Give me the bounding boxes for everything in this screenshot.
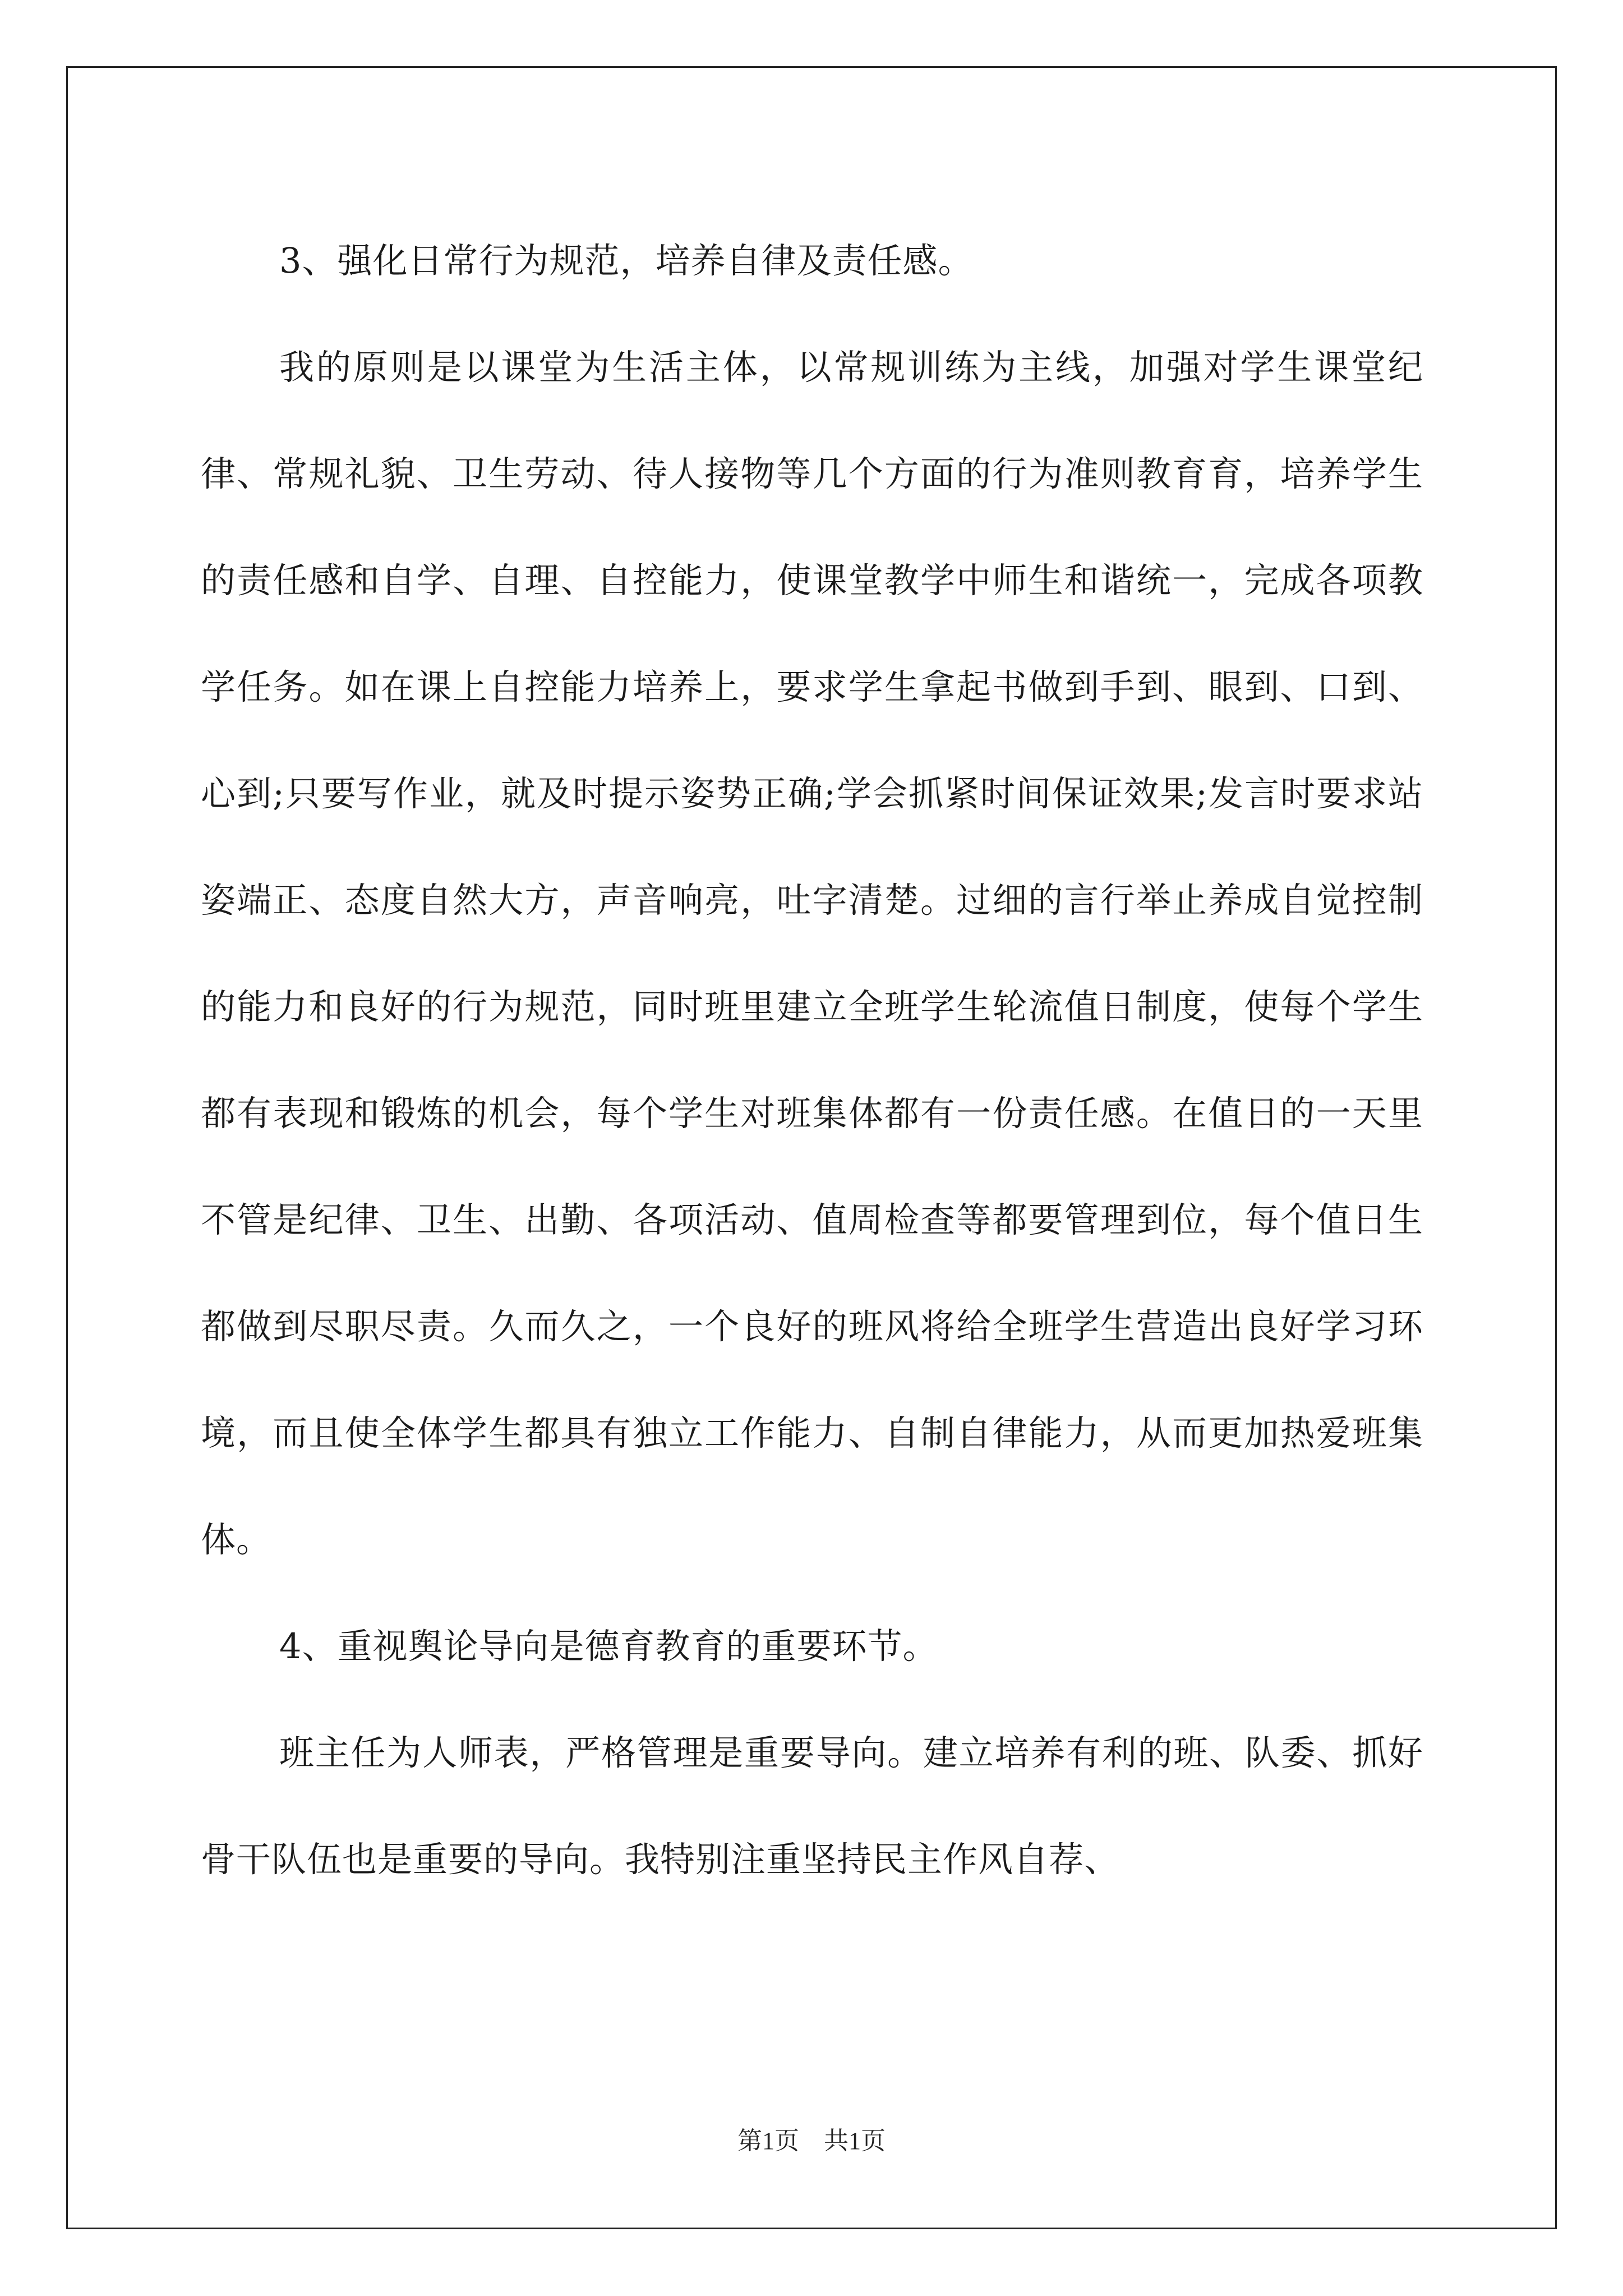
- page-total: 共1页: [824, 2127, 886, 2155]
- page-number: 第1页: [737, 2127, 799, 2155]
- paragraph-section-3-body: 我的原则是以课堂为生活主体，以常规训练为主线，加强对学生课堂纪律、常规礼貌、卫生劳动、待人接物等几个方面的行为准则教育育，培养学生的责任感和自学、自理、自控能力，使课堂教学中师生和谐统一，完成各项教学任务。如在课上自控能力培养上，要求学生拿起书做到手到、眼到、口到、心到;只要写作业，就及时提示姿势正确;学会抓紧时间保证效果;发言时要求站姿端正、态度自然大方，声音响亮，吐字清楚。过细的言行举止养成自觉控制的能力和良好的行为规范，同时班里建立全班学生轮流值日制度，使每个学生都有表现和锻炼的机会，每个学生对班集体都有一份责任感。在值日的一天里不管是纪律、卫生、出勤、各项活动、值周检查等都要管理到位，每个值日生都做到尽职尽责。久而久之，一个良好的班风将给全班学生营造出良好学习环境，而且使全体学生都具有独立工作能力、自制自律能力，从而更加热爱班集体。: [201, 347, 1423, 1560]
- page-footer: [0, 2120, 1623, 2156]
- paragraph-section-3-heading: 3、强化日常行为规范，培养自律及责任感。: [279, 240, 974, 281]
- document-body: [201, 208, 1423, 1913]
- paragraph-section-4-heading: 4、重视舆论导向是德育教育的重要环节。: [279, 1626, 938, 1667]
- paragraph-section-4-body: 班主任为人师表，严格管理是重要导向。建立培养有利的班、队委、抓好骨干队伍也是重要的导向。我特别注重坚持民主作风自荐、: [201, 1732, 1423, 1880]
